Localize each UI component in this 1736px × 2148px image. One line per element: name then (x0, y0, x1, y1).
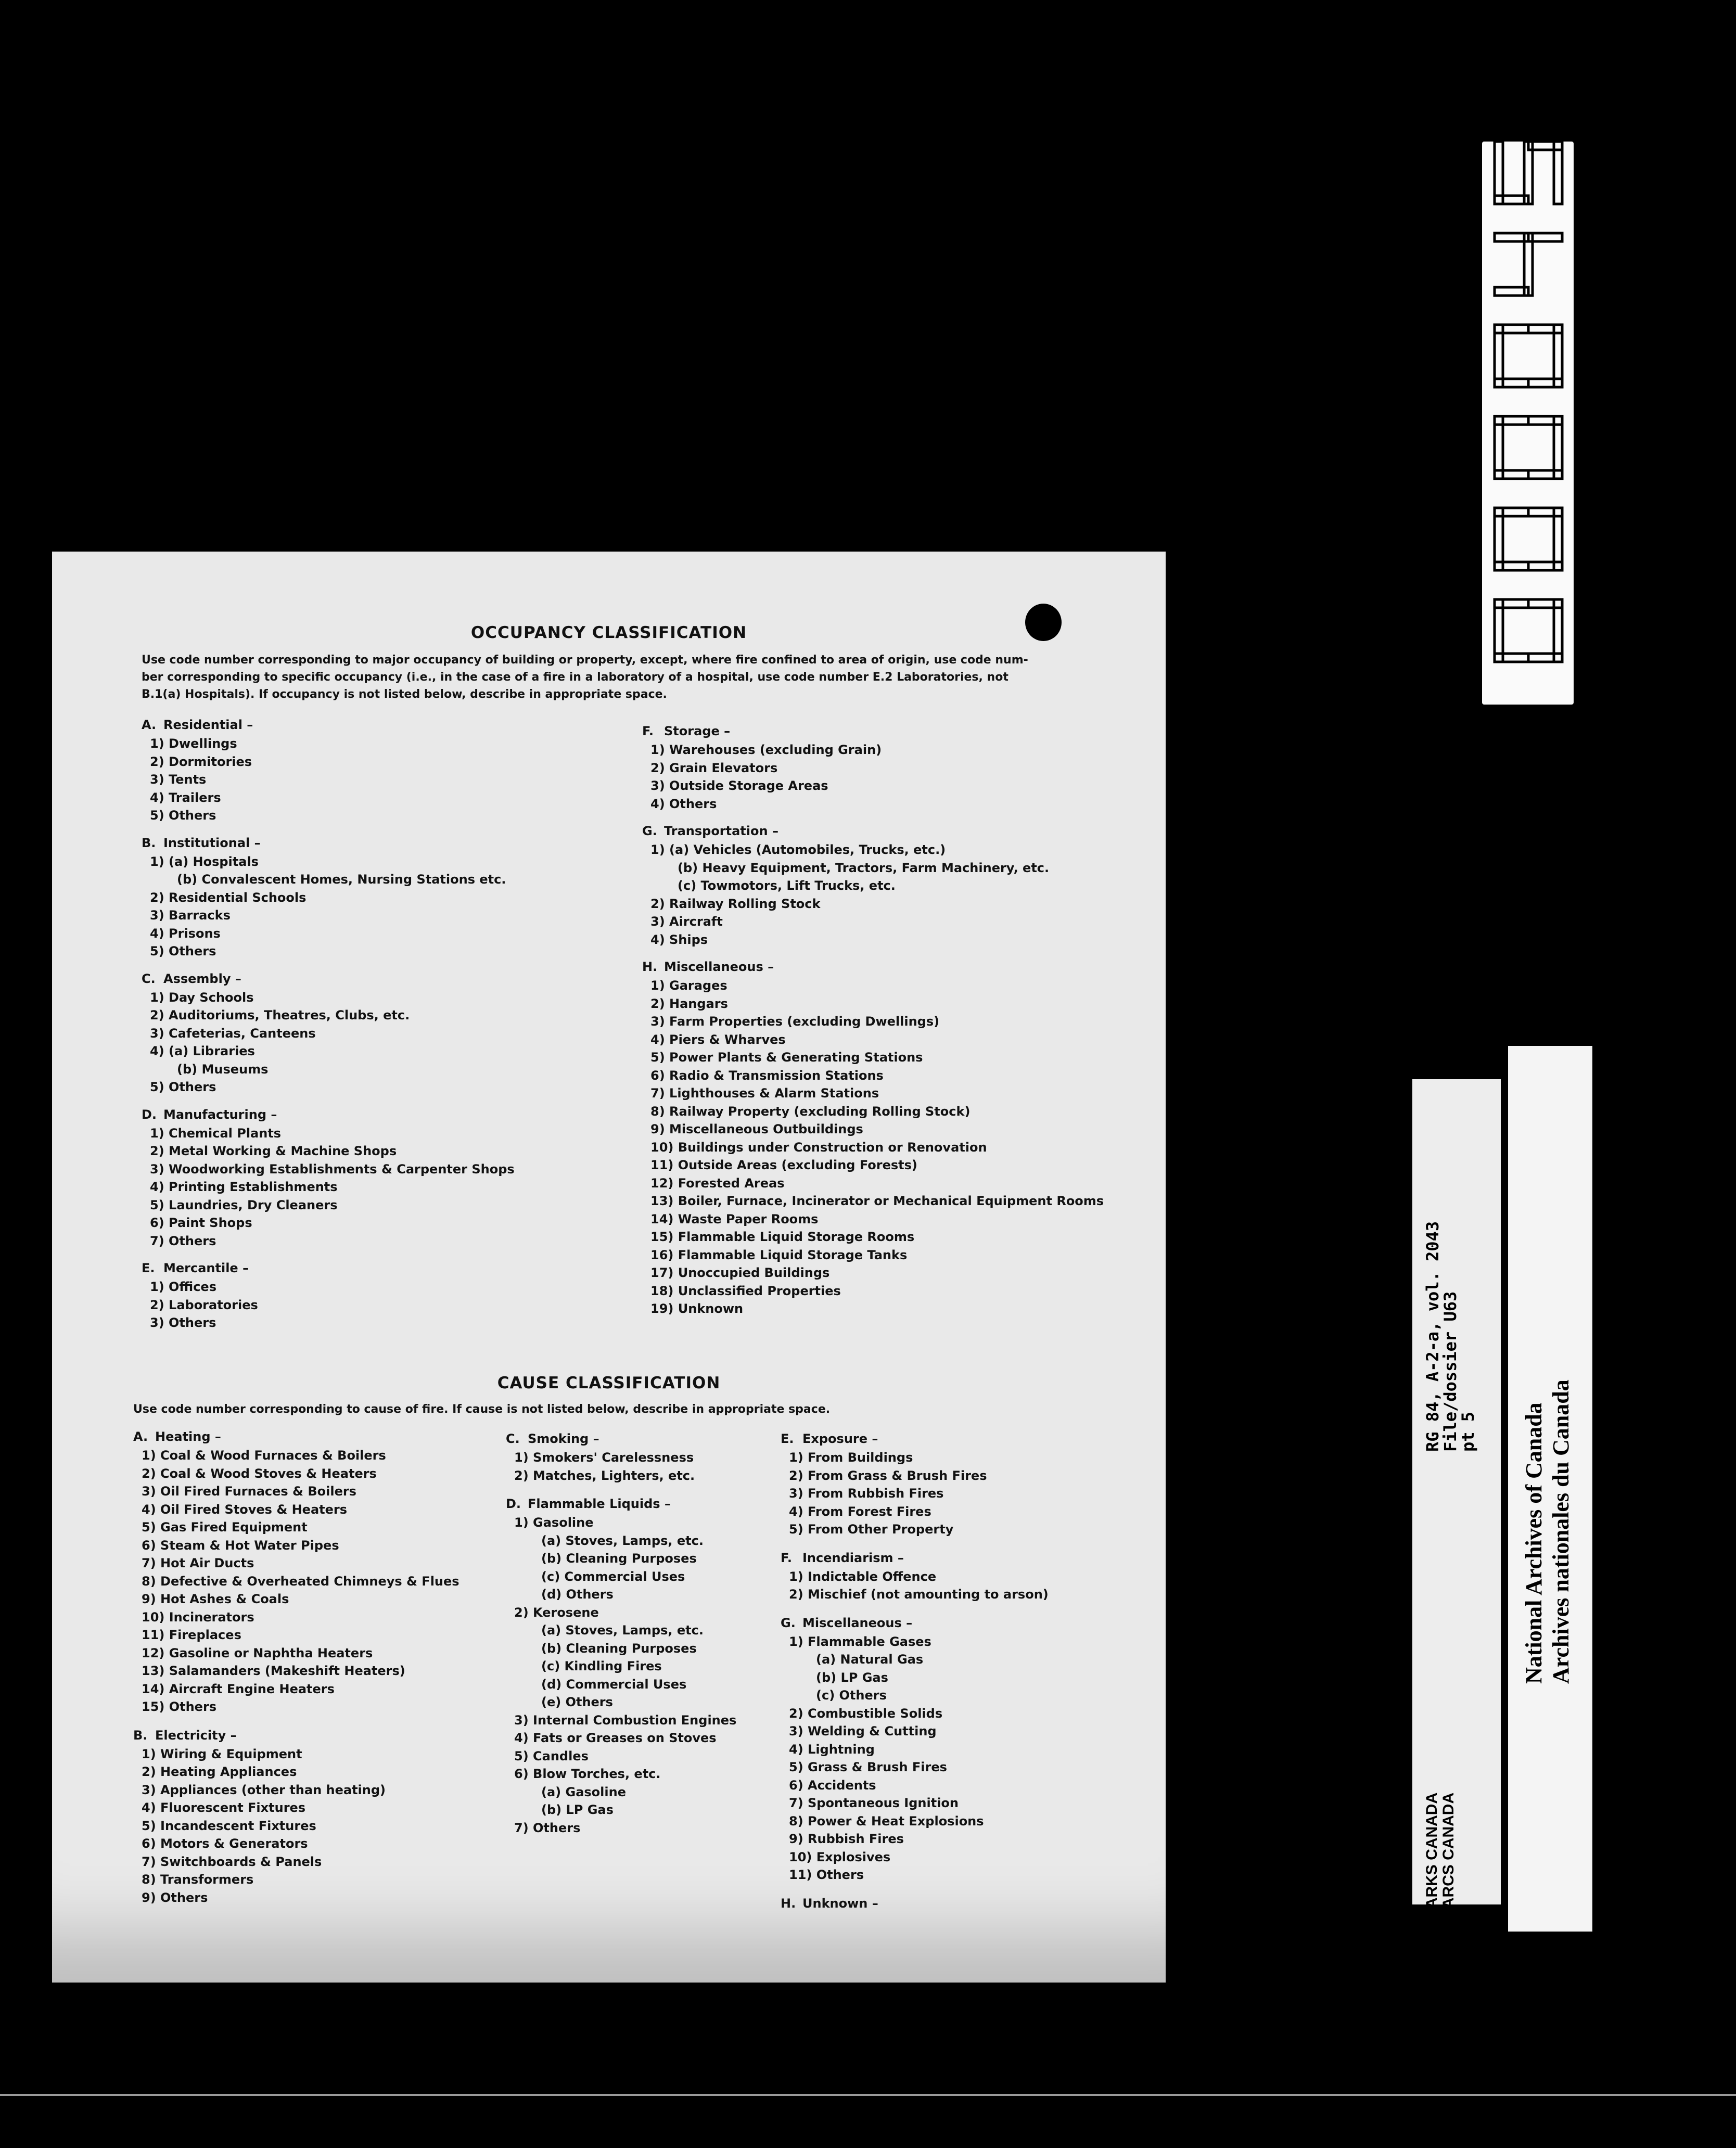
list-item: 2) Hangars (650, 996, 728, 1011)
list-item: (e) Others (541, 1695, 613, 1709)
digit-segment (1495, 562, 1528, 570)
section-letter: C. (506, 1431, 520, 1446)
list-item: (b) Cleaning Purposes (541, 1641, 697, 1656)
list-item: (b) LP Gas (816, 1670, 888, 1685)
list-item: 4) From Forest Fires (789, 1504, 931, 1519)
classification-section (133, 1725, 529, 1907)
occupancy-left-column (142, 715, 610, 1340)
section-heading (642, 821, 1163, 841)
reference-line-3: pt 5 (1458, 1411, 1478, 1452)
list-item: 1) Gasoline (514, 1515, 594, 1530)
list-item: 5) Others (150, 1080, 216, 1094)
parks-line-1: PARKS CANADA (1423, 1792, 1440, 1918)
classification-section (781, 1548, 1145, 1604)
list-item: 6) Paint Shops (150, 1216, 252, 1230)
section-letter: A. (133, 1429, 148, 1444)
list-item: 3) Outside Storage Areas (650, 778, 828, 793)
digit-segment (1528, 379, 1562, 387)
list-item: 1) (a) Hospitals (150, 854, 259, 869)
parks-canada-text (1424, 1793, 1457, 1918)
list-item: 1) Smokers' Carelessness (514, 1450, 694, 1465)
cause-title: CAUSE CLASSIFICATION (497, 1374, 721, 1392)
list-item: 1) Warehouses (excluding Grain) (650, 743, 882, 757)
parks-line-2: PARCS CANADA (1440, 1792, 1457, 1918)
list-item: 9) Rubbish Fires (789, 1832, 904, 1846)
list-item: (a) Natural Gas (816, 1652, 924, 1667)
list-item: 3) Farm Properties (excluding Dwellings) (650, 1014, 940, 1029)
section-heading (133, 1725, 529, 1745)
list-item: 16) Flammable Liquid Storage Tanks (650, 1247, 908, 1262)
section-letter: B. (133, 1728, 148, 1743)
digit-segment (1528, 470, 1562, 479)
section-title: Storage – (664, 724, 731, 738)
intro-line: B.1(a) Hospitals). If occupancy is not listed below, describe in appropriate space. (142, 688, 667, 701)
list-item: 10) Incinerators (142, 1609, 254, 1625)
section-heading (142, 715, 610, 735)
section-heading (142, 1258, 610, 1278)
list-item: 3) Aircraft (650, 914, 723, 929)
section-title: Exposure – (802, 1431, 878, 1446)
section-letter: D. (142, 1107, 157, 1122)
list-item: 1) Indictable Offence (789, 1569, 937, 1584)
list-item: 7) Others (150, 1233, 216, 1248)
section-letter: E. (781, 1431, 794, 1446)
film-frame-line (0, 2094, 1736, 2096)
classification-section (642, 957, 1163, 1318)
classification-section (142, 1258, 610, 1332)
digit-segment (1528, 654, 1562, 662)
list-item: (b) Cleaning Purposes (541, 1551, 697, 1566)
list-item: 2) Railway Rolling Stock (650, 896, 821, 911)
occupancy-title: OCCUPANCY CLASSIFICATION (470, 623, 747, 642)
list-item: 2) Dormitories (150, 754, 252, 769)
list-item: 3) From Rubbish Fires (789, 1486, 944, 1501)
list-item: 13) Boiler, Furnace, Incinerator or Mechanical Equipment Rooms (650, 1194, 1104, 1208)
occupancy-intro (142, 651, 1130, 703)
list-item: (c) Others (816, 1688, 887, 1703)
section-title: Electricity – (155, 1728, 237, 1743)
digit-segment (1495, 654, 1528, 662)
list-item: 6) Steam & Hot Water Pipes (142, 1538, 339, 1553)
list-item: 5) Others (150, 808, 216, 823)
parks-canada-label (1412, 1079, 1501, 1918)
list-item: 9) Hot Ashes & Coals (142, 1592, 289, 1606)
classification-section (781, 1429, 1145, 1539)
digit-segment (1495, 416, 1528, 425)
list-item: (a) Stoves, Lamps, etc. (541, 1533, 704, 1548)
digit-segment (1495, 379, 1528, 387)
list-item: 1) From Buildings (789, 1450, 913, 1465)
list-item: 6) Radio & Transmission Stations (650, 1068, 884, 1083)
section-heading (781, 1894, 1145, 1913)
national-archives-label (1508, 1046, 1592, 1932)
cause-column-3 (781, 1429, 1145, 1923)
list-item: 3) Internal Combustion Engines (514, 1712, 737, 1728)
list-item: 4) Oil Fired Stoves & Heaters (142, 1502, 348, 1517)
list-item: 14) Waste Paper Rooms (650, 1211, 819, 1226)
section-title: Miscellaneous – (664, 960, 774, 974)
reference-line-2: File/dossier U63 (1440, 1291, 1460, 1452)
list-item: (c) Kindling Fires (541, 1659, 662, 1673)
list-item: 4) Piers & Wharves (650, 1032, 786, 1047)
list-item: 5) Candles (514, 1748, 589, 1763)
list-item: (a) Stoves, Lamps, etc. (541, 1623, 704, 1638)
section-heading (142, 1105, 610, 1124)
section-heading (142, 833, 610, 853)
list-item: 3) Others (150, 1315, 216, 1330)
classification-section (642, 821, 1163, 949)
frame-digit (1495, 508, 1562, 570)
section-heading (781, 1548, 1145, 1568)
section-heading (133, 1427, 529, 1447)
digit-segment (1495, 599, 1528, 608)
section-title: Heating – (155, 1429, 221, 1444)
list-item: 15) Flammable Liquid Storage Rooms (650, 1230, 915, 1244)
section-letter: B. (142, 835, 156, 850)
list-item: 9) Others (142, 1890, 208, 1905)
list-item: 8) Railway Property (excluding Rolling Stock) (650, 1104, 971, 1119)
section-title: Manufacturing – (163, 1107, 277, 1122)
list-item: 5) Power Plants & Generating Stations (650, 1050, 923, 1065)
list-item: 2) Residential Schools (150, 890, 307, 905)
list-item: 6) Blow Torches, etc. (514, 1767, 661, 1781)
section-letter: E. (142, 1261, 155, 1275)
frame-digit (1495, 233, 1562, 296)
list-item: 2) Kerosene (514, 1605, 599, 1620)
archive-reference (1424, 1221, 1477, 1452)
list-item: 3) Appliances (other than heating) (142, 1782, 386, 1797)
list-item: (b) Convalescent Homes, Nursing Stations etc. (177, 872, 506, 887)
section-heading (781, 1429, 1145, 1449)
list-item: 13) Salamanders (Makeshift Heaters) (142, 1664, 405, 1678)
digit-segment (1528, 562, 1562, 570)
list-item: 1) Wiring & Equipment (142, 1746, 302, 1761)
section-letter: H. (642, 960, 658, 974)
list-item: 4) Ships (650, 932, 708, 947)
occupancy-right-column (642, 721, 1163, 1326)
frame-digit (1495, 142, 1562, 204)
list-item: 6) Accidents (789, 1778, 876, 1793)
list-item: 8) Defective & Overheated Chimneys & Flues (142, 1574, 459, 1589)
classification-section (142, 833, 610, 961)
list-item: (c) Towmotors, Lift Trucks, etc. (678, 878, 896, 893)
list-item: 1) Chemical Plants (150, 1126, 282, 1141)
list-item: (a) Gasoline (541, 1784, 626, 1799)
list-item: 6) Motors & Generators (142, 1836, 308, 1851)
list-item: 17) Unoccupied Buildings (650, 1265, 830, 1280)
list-item: 9) Miscellaneous Outbuildings (650, 1122, 863, 1136)
section-heading (642, 721, 1163, 741)
section-title: Smoking – (528, 1431, 599, 1446)
section-title: Flammable Liquids – (528, 1497, 671, 1511)
list-item: 2) Mischief (not amounting to arson) (789, 1587, 1049, 1602)
list-item: 14) Aircraft Engine Heaters (142, 1681, 335, 1696)
list-item: 7) Switchboards & Panels (142, 1854, 322, 1869)
cause-column-1 (133, 1427, 529, 1916)
list-item: 2) Coal & Wood Stoves & Heaters (142, 1466, 377, 1481)
list-item: 5) From Other Property (789, 1522, 954, 1537)
intro-line: ber corresponding to specific occupancy (i.e., in the case of a fire in a laboratory of a hospital, use code number E.2 Laboratories, not (142, 671, 1009, 684)
section-title: Unknown – (802, 1896, 878, 1911)
section-title: Assembly – (163, 971, 241, 986)
list-item: 18) Unclassified Properties (650, 1283, 841, 1298)
section-letter: C. (142, 971, 156, 986)
list-item: 11) Others (789, 1868, 864, 1882)
classification-section (781, 1894, 1145, 1913)
frame-number-digits (1482, 142, 1574, 705)
classification-section (142, 715, 610, 825)
list-item: 1) Day Schools (150, 990, 254, 1005)
list-item: 5) Incandescent Fixtures (142, 1818, 316, 1833)
frame-digit (1495, 599, 1562, 662)
section-letter: F. (781, 1550, 792, 1565)
section-letter: F. (642, 724, 654, 738)
list-item: 5) Others (150, 944, 216, 958)
list-item: (c) Commercial Uses (541, 1569, 685, 1584)
list-item: 2) Grain Elevators (650, 760, 778, 775)
archives-line-2: Archives nationales du Canada (1548, 1379, 1574, 1684)
list-item: 2) Combustible Solids (789, 1706, 943, 1721)
list-item: (d) Others (541, 1587, 614, 1602)
list-item: 1) Offices (150, 1280, 216, 1294)
list-item: 1) Coal & Wood Furnaces & Boilers (142, 1448, 386, 1463)
list-item: 4) Fats or Greases on Stoves (514, 1731, 717, 1745)
list-item: 2) From Grass & Brush Fires (789, 1468, 987, 1483)
list-item: 7) Spontaneous Ignition (789, 1796, 959, 1810)
list-item: 4) Fluorescent Fixtures (142, 1800, 306, 1815)
list-item: 1) (a) Vehicles (Automobiles, Trucks, etc.) (650, 842, 946, 857)
list-item: 4) Prisons (150, 926, 221, 941)
list-item: 8) Power & Heat Explosions (789, 1813, 984, 1829)
list-item: 2) Heating Appliances (142, 1765, 297, 1779)
archives-line-1: National Archives of Canada (1521, 1402, 1547, 1684)
list-item: 12) Forested Areas (650, 1175, 785, 1191)
section-letter: G. (642, 824, 657, 838)
section-title: Miscellaneous – (802, 1615, 913, 1630)
list-item: 11) Fireplaces (142, 1628, 241, 1642)
list-item: 7) Hot Air Ducts (142, 1556, 254, 1570)
list-item: 1) Flammable Gases (789, 1634, 931, 1649)
classification-section (142, 1105, 610, 1250)
list-item: 5) Grass & Brush Fires (789, 1760, 947, 1774)
frame-number-stamp (1482, 142, 1574, 705)
list-item: (b) LP Gas (541, 1802, 614, 1817)
list-item: 3) Woodworking Establishments & Carpenter Shops (150, 1161, 515, 1177)
national-archives-text (1521, 1379, 1575, 1684)
classification-section (142, 969, 610, 1096)
list-item: (b) Heavy Equipment, Tractors, Farm Machinery, etc. (678, 860, 1050, 875)
list-item: 4) Others (650, 796, 717, 811)
cause-intro: Use code number corresponding to cause of fire. If cause is not listed below, describe in appropriate space. (133, 1403, 831, 1416)
list-item: 5) Laundries, Dry Cleaners (150, 1197, 338, 1212)
section-letter: G. (781, 1615, 796, 1630)
section-letter: A. (142, 718, 157, 732)
list-item: 3) Tents (150, 772, 207, 787)
frame-digit (1495, 325, 1562, 387)
digit-segment (1495, 470, 1528, 479)
list-item: 1) Garages (650, 978, 727, 993)
list-item: (b) Museums (177, 1062, 269, 1077)
list-item: 7) Lighthouses & Alarm Stations (650, 1086, 879, 1101)
section-title: Residential – (163, 718, 253, 732)
section-title: Mercantile – (163, 1261, 249, 1275)
section-heading (781, 1613, 1145, 1633)
list-item: 7) Others (514, 1820, 581, 1835)
list-item: 1) Dwellings (150, 736, 237, 751)
list-item: 4) (a) Libraries (150, 1044, 255, 1058)
section-letter: H. (781, 1896, 796, 1911)
list-item: 15) Others (142, 1699, 217, 1714)
list-item: 4) Trailers (150, 790, 221, 805)
intro-line: Use code number corresponding to major occupancy of building or property, except, where fire confined to area of origin, use code num- (142, 654, 1028, 667)
list-item: 2) Metal Working & Machine Shops (150, 1144, 397, 1158)
list-item: 2) Laboratories (150, 1297, 258, 1312)
list-item: 8) Transformers (142, 1872, 254, 1887)
list-item: 10) Buildings under Construction or Renovation (650, 1140, 987, 1155)
section-heading (142, 969, 610, 989)
section-heading (642, 957, 1163, 977)
list-item: 4) Lightning (789, 1742, 875, 1757)
list-item: 3) Welding & Cutting (789, 1724, 937, 1738)
list-item: 10) Explosives (789, 1849, 891, 1864)
section-title: Transportation – (664, 824, 778, 838)
classification-section (781, 1613, 1145, 1884)
list-item: 2) Matches, Lighters, etc. (514, 1468, 695, 1483)
classification-section (642, 721, 1163, 813)
list-item: 4) Printing Establishments (150, 1180, 338, 1194)
document-page (52, 552, 1166, 1983)
list-item: 3) Cafeterias, Canteens (150, 1026, 316, 1041)
list-item: 19) Unknown (650, 1301, 744, 1316)
frame-digit (1495, 416, 1562, 479)
section-title: Incendiarism – (802, 1550, 904, 1565)
section-letter: D. (506, 1497, 521, 1511)
section-title: Institutional – (163, 835, 261, 850)
classification-section (133, 1427, 529, 1716)
list-item: 12) Gasoline or Naphtha Heaters (142, 1645, 373, 1660)
list-item: 2) Auditoriums, Theatres, Clubs, etc. (150, 1008, 410, 1022)
reference-line-1: RG 84, A-2-a, vol. 2043 (1423, 1221, 1443, 1452)
list-item: 3) Oil Fired Furnaces & Boilers (142, 1484, 356, 1499)
list-item: 3) Barracks (150, 908, 231, 923)
digit-segment (1495, 325, 1528, 333)
digit-segment (1495, 508, 1528, 516)
list-item: 5) Gas Fired Equipment (142, 1520, 308, 1535)
list-item: 11) Outside Areas (excluding Forests) (650, 1158, 917, 1172)
list-item: (d) Commercial Uses (541, 1677, 687, 1692)
